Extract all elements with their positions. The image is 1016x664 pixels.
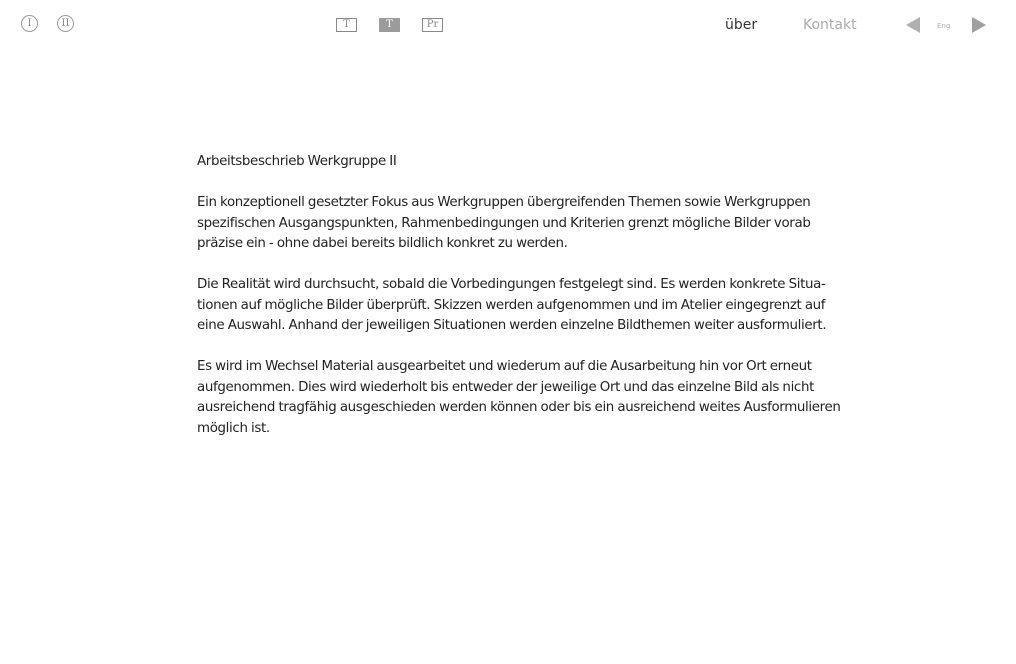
text-line: eine Auswahl. Anhand der jeweiligen Situationen werden einzelne Bildthemen weiter ausformuliert. [197,318,827,333]
text-line: tionen auf mögliche Bilder überprüft. Skizzen werden aufgenommen und im Atelier eingegrenzt auf [197,297,826,313]
text-view-button[interactable]: T [336,18,357,32]
text-line: ausreichend tragfähig ausgeschieden werden können oder bis ein ausreichend weites Ausformulieren [197,400,841,415]
main-text [197,152,872,460]
paragraph-2 [197,275,872,337]
text-line: aufgenommen. Dies wird wiederholt bis entweder der jeweilige Ort und das einzelne Bild als nicht [197,379,814,395]
page-title: Arbeitsbeschrieb Werkgruppe II [197,154,397,169]
workgroup-2-button[interactable]: II [57,15,74,32]
project-view-button[interactable]: Pr [422,18,443,32]
text-line: möglich ist. [197,420,270,436]
paragraph-3 [197,357,872,439]
nav-ueber-link[interactable]: über [725,17,758,33]
next-arrow-icon[interactable] [972,17,986,33]
nav-kontakt-link[interactable]: Kontakt [803,17,857,33]
previous-arrow-icon[interactable] [906,17,920,33]
text-line: präzise ein - ohne dabei bereits bildlich konkret zu werden. [197,236,568,251]
text-line: Es wird im Wechsel Material ausgearbeitet und wiederum auf die Ausarbeitung hin vor Ort erneut [197,359,812,374]
text-line: Ein konzeptionell gesetzter Fokus aus Werkgruppen übergreifenden Themen sowie Werkgruppen [197,195,811,210]
text-line: Die Realität wird durchsucht, sobald die Vorbedingungen festgelegt sind. Es werden konkrete Situa- [197,277,826,292]
language-toggle[interactable]: Eng [937,22,951,30]
text-line: spezifischen Ausgangspunkten, Rahmenbedingungen und Kriterien grenzt mögliche Bilder vorab [197,215,811,231]
text-view-active-button[interactable]: T [379,18,400,32]
workgroup-1-button[interactable]: I [21,15,38,32]
paragraph-1 [197,193,872,255]
